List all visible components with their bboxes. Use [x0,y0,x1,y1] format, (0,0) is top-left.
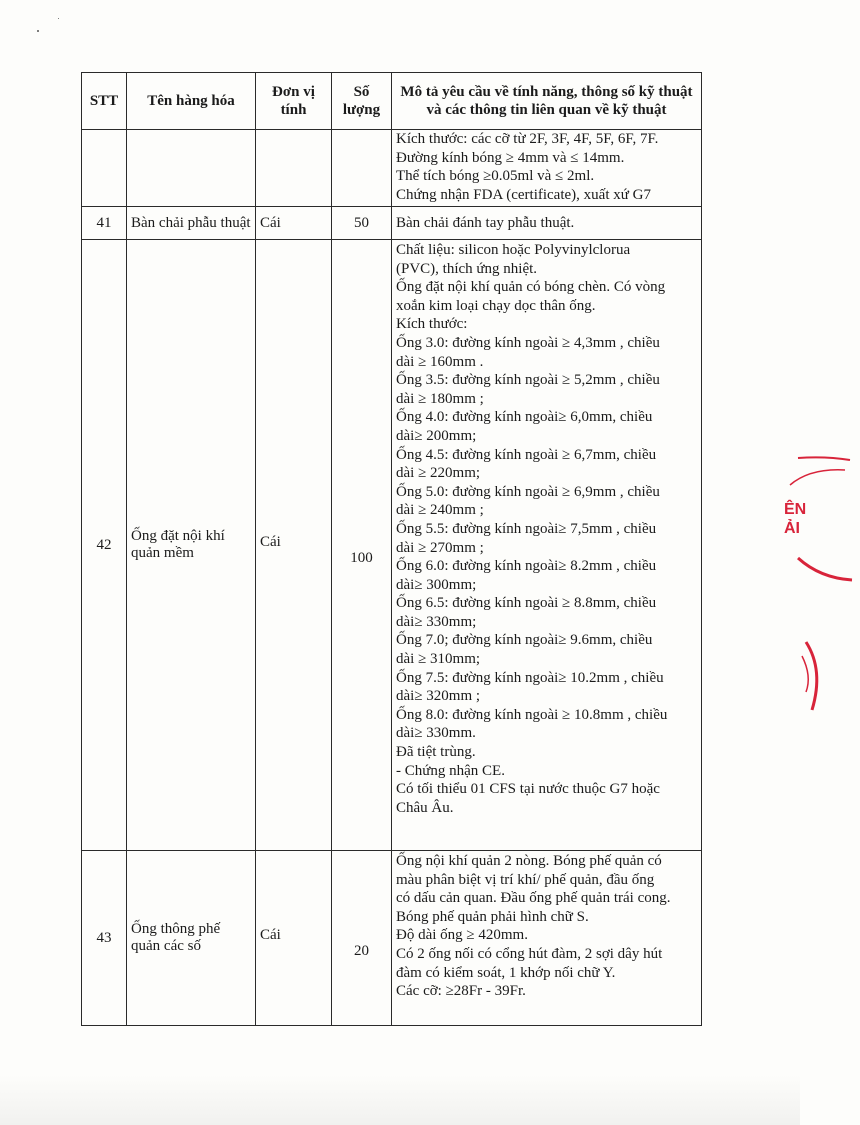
desc-line: có dấu cản quan. Đầu ống phế quản trái cong. [396,890,671,907]
desc-line: dài≥ 200mm; [396,427,477,444]
desc-line: Kích thước: các cỡ từ 2F, 3F, 4F, 5F, 6F, 7F. [396,131,659,147]
cell-desc [392,851,702,1026]
desc-line: Có 2 ống nối có cổng hút đàm, 2 sợi dây hút [396,945,663,962]
table-row [82,851,702,1026]
desc-line: Ống đặt nội khí quản có bóng chèn. Có vòng [396,279,666,296]
desc-line: dài ≥ 160mm . [396,353,484,370]
cell-name: Bàn chải phẫu thuật [127,207,256,240]
header-unit: Đơn vị tính [256,73,332,130]
stamp-arc [798,558,852,580]
page-bottom-shade [0,1075,800,1125]
desc-line: Bàn chải đánh tay phẫu thuật. [396,214,575,231]
desc-line: Ống 4.0: đường kính ngoài≥ 6,0mm, chiều [396,409,653,426]
desc-line: Đường kính bóng ≥ 4mm và ≤ 14mm. [396,149,625,166]
desc-line: Chứng nhận FDA (certificate), xuất xứ G7 [396,186,651,203]
specification-table [81,72,702,1026]
cell-stt [82,130,127,207]
desc-line: Ống 6.5: đường kính ngoài ≥ 8.8mm, chiều [396,595,657,612]
desc-line: Ống 5.0: đường kính ngoài ≥ 6,9mm , chiều [396,483,660,500]
desc-line: Chất liệu: silicon hoặc Polyvinylclorua [396,242,631,258]
header-name: Tên hàng hóa [127,73,256,130]
cell-stt: 43 [82,851,127,1026]
cell-unit: Cái [256,207,332,240]
table-row [82,240,702,851]
cell-desc [392,130,702,207]
desc-line: Ống 8.0: đường kính ngoài ≥ 10.8mm , chiều [396,706,668,723]
desc-line: Kích thước: [396,316,468,333]
desc-line: Ống 7.5: đường kính ngoài≥ 10.2mm , chiều [396,669,664,686]
cell-stt: 41 [82,207,127,240]
desc-line: Đã tiệt trùng. [396,744,476,761]
cell-qty [332,130,392,207]
header-qty: Số lượng [332,73,392,130]
table-header-row [82,73,702,130]
desc-line: Ống 3.0: đường kính ngoài ≥ 4,3mm , chiều [396,334,660,351]
desc-line: dài ≥ 270mm ; [396,539,484,556]
scan-speck [58,18,59,19]
red-seal-stamp [740,430,860,730]
desc-line: dài≥ 330mm. [396,725,476,742]
desc-line: - Chứng nhận CE. [396,762,505,779]
table-row [82,207,702,240]
cell-desc [392,240,702,851]
cell-qty: 100 [332,240,392,851]
desc-line: Ống 5.5: đường kính ngoài≥ 7,5mm , chiều [396,520,657,537]
desc-line: màu phân biệt vị trí khí/ phế quản, đầu ống [396,871,655,888]
desc-line: Thể tích bóng ≥0.05ml và ≤ 2ml. [396,168,595,185]
cell-qty: 20 [332,851,392,1026]
cell-unit: Cái [256,851,332,1026]
desc-line: dài ≥ 240mm ; [396,502,484,519]
cell-desc [392,207,702,240]
desc-line: Ống 3.5: đường kính ngoài ≥ 5,2mm , chiều [396,372,660,389]
cell-unit: Cái [256,240,332,851]
cell-name: Ống thông phế quản các số [127,851,256,1026]
table-row [82,130,702,207]
scan-speck [37,30,39,32]
desc-line: Châu Âu. [396,799,454,816]
desc-line: Ống 6.0: đường kính ngoài≥ 8.2mm , chiều [396,558,657,575]
desc-line: Bóng phế quản phải hình chữ S. [396,908,589,925]
stamp-arc [798,457,850,460]
desc-line: Độ dài ống ≥ 420mm. [396,927,528,944]
desc-line: Các cỡ: ≥28Fr - 39Fr. [396,983,526,1000]
header-stt: STT [82,73,127,130]
desc-line: đàm có kiểm soát, 1 khớp nối chữ Y. [396,964,616,981]
desc-line: dài ≥ 180mm ; [396,390,484,407]
stamp-arc [790,470,845,485]
cell-qty: 50 [332,207,392,240]
desc-line: dài ≥ 220mm; [396,465,481,482]
desc-line: dài≥ 300mm; [396,576,477,593]
desc-line: dài ≥ 310mm; [396,651,481,668]
desc-line: dài≥ 330mm; [396,613,477,630]
cell-name [127,130,256,207]
desc-line: Ống nội khí quản 2 nòng. Bóng phế quản có [396,853,662,869]
cell-name: Ống đặt nội khí quản mềm [127,240,256,851]
desc-line: (PVC), thích ứng nhiệt. [396,260,538,277]
cell-unit [256,130,332,207]
desc-line: Ống 7.0; đường kính ngoài≥ 9.6mm, chiều [396,632,653,649]
header-desc: Mô tả yêu cầu về tính năng, thông số kỹ thuật và các thông tin liên quan về kỹ thuật [392,73,702,130]
desc-line: xoắn kim loại chạy dọc thân ống. [396,297,596,314]
stamp-text-bottom: ẢI [784,520,800,537]
stamp-arc [802,656,808,692]
stamp-text-top: ÊN [784,501,807,518]
desc-line: dài≥ 320mm ; [396,688,481,705]
desc-line: Có tối thiểu 01 CFS tại nước thuộc G7 hoặc [396,781,660,798]
desc-line: Ống 4.5: đường kính ngoài ≥ 6,7mm, chiều [396,446,657,463]
cell-stt: 42 [82,240,127,851]
